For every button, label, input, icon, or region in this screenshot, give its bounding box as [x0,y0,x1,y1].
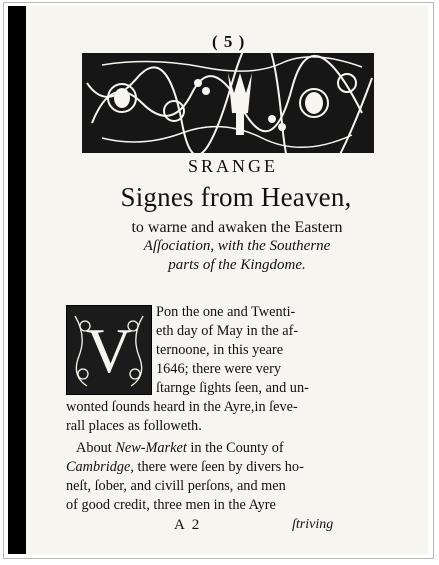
title-strange: SRANGE [187,156,278,176]
drop-cap-letter: V [85,315,133,386]
decorated-drop-cap [66,305,152,395]
text-line [76,439,284,457]
title-signes: Signes from Heaven, [120,182,352,212]
text-line: eth day of May in the af- [156,323,299,339]
text-line: rall places as followeth. [66,418,202,434]
text-line: wonted ſounds heard in the Ayre,in ſeve- [66,399,298,415]
text-line: ſtarnge ſights ſeen, and un- [156,380,309,396]
text-line: of good credit, three men in the Ayre [66,497,276,513]
ornamental-headpiece [82,53,374,153]
text-line: ternoone, in this yeare [156,342,284,358]
subtitle-line: parts of the Kingdome. [168,257,306,273]
book-spine [8,6,26,554]
text-about: About [76,440,112,456]
title-subtitle [86,218,388,275]
text-line: 1646; there were very [156,361,282,377]
text-seen: there were ſeen by divers ho- [137,459,304,475]
signature-mark: A 2 [174,517,202,533]
subtitle-line: Aſſociation, with the Southerne [143,238,331,254]
text-line: Pon the one and Twenti- [156,304,296,320]
page-number: ( 5 ) [212,32,246,51]
place-new-market: New-Market [115,440,187,456]
catchword: ſtriving [292,517,334,532]
place-cambridge: Cambridge, [66,459,134,475]
text-line [66,458,304,476]
subtitle-line: to warne and awaken the Eastern [131,219,343,236]
text-line: neſt, ſober, and civill perſons, and men [66,478,286,494]
text-county: in the County of [190,440,284,456]
